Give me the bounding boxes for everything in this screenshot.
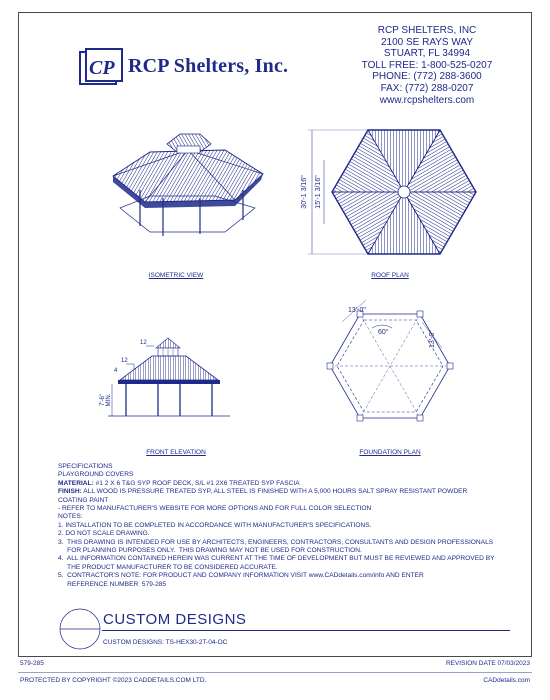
- note-line: 5. CONTRACTOR'S NOTE: FOR PRODUCT AND COMPANY INFORMATION VISIT www.CADdetails.com/info AND ENTER: [58, 572, 424, 580]
- elev-slope-12a: 12: [140, 340, 147, 346]
- footer-divider: [18, 672, 532, 673]
- elev-slope-4: 4: [114, 368, 118, 374]
- copyright-notice: PROTECTED BY COPYRIGHT ©2023 CADDETAILS.COM LTD.: [20, 677, 207, 684]
- finish-text-2: COATING PAINT: [58, 496, 109, 504]
- specs-heading: SPECIFICATIONS: [58, 463, 113, 470]
- foundation-plan-label: FOUNDATION PLAN: [359, 449, 421, 456]
- company-logo-text: RCP Shelters, Inc.: [128, 55, 289, 77]
- material-text: #1 2 X 6 T&G SYP ROOF DECK, S/L #1 2X6 TREATED SYP FASCIA: [95, 479, 300, 487]
- contact-line: STUART, FL 34994: [383, 48, 471, 60]
- title-divider: [102, 630, 510, 631]
- contact-line: RCP SHELTERS, INC: [377, 25, 477, 36]
- roof-plan-drawing: [300, 122, 500, 262]
- roof-plan-label: ROOF PLAN: [371, 272, 409, 279]
- note-line: 2. DO NOT SCALE DRAWING.: [58, 530, 150, 538]
- note-line: 4. ALL INFORMATION CONTAINED HEREIN WAS CURRENT AT THE TIME OF DEVELOPMENT BUT MUST BE REVIEWED AND APPROVED BY: [58, 555, 495, 563]
- svg-text:CP: CP: [89, 57, 115, 79]
- contact-line[interactable]: www.rcpshelters.com: [379, 94, 475, 106]
- note-line: 1. INSTALLATION TO BE COMPLETED IN ACCORDANCE WITH MANUFACTURER'S SPECIFICATIONS.: [58, 521, 372, 529]
- foundation-dim-top: 13'-0": [348, 307, 366, 314]
- title-block: [58, 607, 510, 652]
- roof-dim-overall: 30'-1 3/16": [301, 175, 308, 209]
- contact-line: 2100 SE RAYS WAY: [380, 36, 474, 48]
- note-line: REFERENCE NUMBER 579-285: [58, 580, 167, 588]
- contact-block: [352, 25, 502, 106]
- front-elevation-drawing: [88, 330, 248, 430]
- front-elevation-label: FRONT ELEVATION: [146, 449, 206, 456]
- contact-line: FAX: (772) 288-0207: [380, 82, 474, 94]
- specs-material: [58, 480, 508, 488]
- specs-refer: - REFER TO MANUFACTURER'S WEBSITE FOR MORE OPTIONS AND FOR FULL COLOR SELECTION: [58, 505, 372, 513]
- rcp-logo-icon: [78, 48, 124, 88]
- material-label: MATERIAL:: [58, 479, 94, 487]
- reference-number: 579-285: [20, 660, 44, 667]
- revision-date: REVISION DATE 07/03/2023: [445, 660, 530, 667]
- contact-line: TOLL FREE: 1-800-525-0207: [361, 59, 493, 71]
- title-subtitle: CUSTOM DESIGNS: TS-HEX30-2T-04-OC: [103, 639, 228, 646]
- specs-subheading: PLAYGROUND COVERS: [58, 471, 134, 479]
- isometric-view-drawing: [105, 128, 270, 246]
- title-circle-icon: [58, 607, 102, 651]
- foundation-plan-drawing: [320, 300, 470, 440]
- foundation-angle: 60°: [378, 329, 389, 336]
- finish-label: FINISH:: [58, 488, 82, 496]
- finish-text: ALL WOOD IS PRESSURE TREATED SYP, ALL STEEL IS FINISHED WITH A 5,000 HOURS SALT SPRAY RESISTANT POWDER: [83, 488, 468, 496]
- title-main: CUSTOM DESIGNS: [103, 611, 247, 628]
- note-line: FOR PLANNING PURPOSES ONLY. THIS DRAWING MAY NOT BE USED FOR CONSTRUCTION.: [58, 547, 362, 555]
- note-line: 3. THIS DRAWING IS INTENDED FOR USE BY ARCHITECTS, ENGINEERS, CONTRACTORS, CONSULTANTS AND DESIGN PROFESSIONALS: [58, 538, 494, 546]
- specifications-block: [58, 463, 508, 589]
- caddetails-link[interactable]: CADdetails.com: [483, 677, 530, 684]
- elev-slope-12b: 12: [121, 358, 128, 364]
- note-line: THE PRODUCT MANUFACTURER TO BE CONSIDERED ACCURATE.: [58, 563, 278, 571]
- contact-line: PHONE: (772) 288-3600: [372, 71, 482, 83]
- foundation-dim-right: 13'-0": [429, 330, 436, 348]
- isometric-view-label: ISOMETRIC VIEW: [148, 272, 204, 279]
- roof-dim-inner: 15'-1 3/16": [315, 175, 322, 209]
- notes-heading: NOTES:: [58, 513, 83, 521]
- specs-finish: [58, 488, 508, 496]
- elev-clearance: 7'-6": [100, 394, 106, 406]
- elev-min: MIN.: [106, 393, 112, 407]
